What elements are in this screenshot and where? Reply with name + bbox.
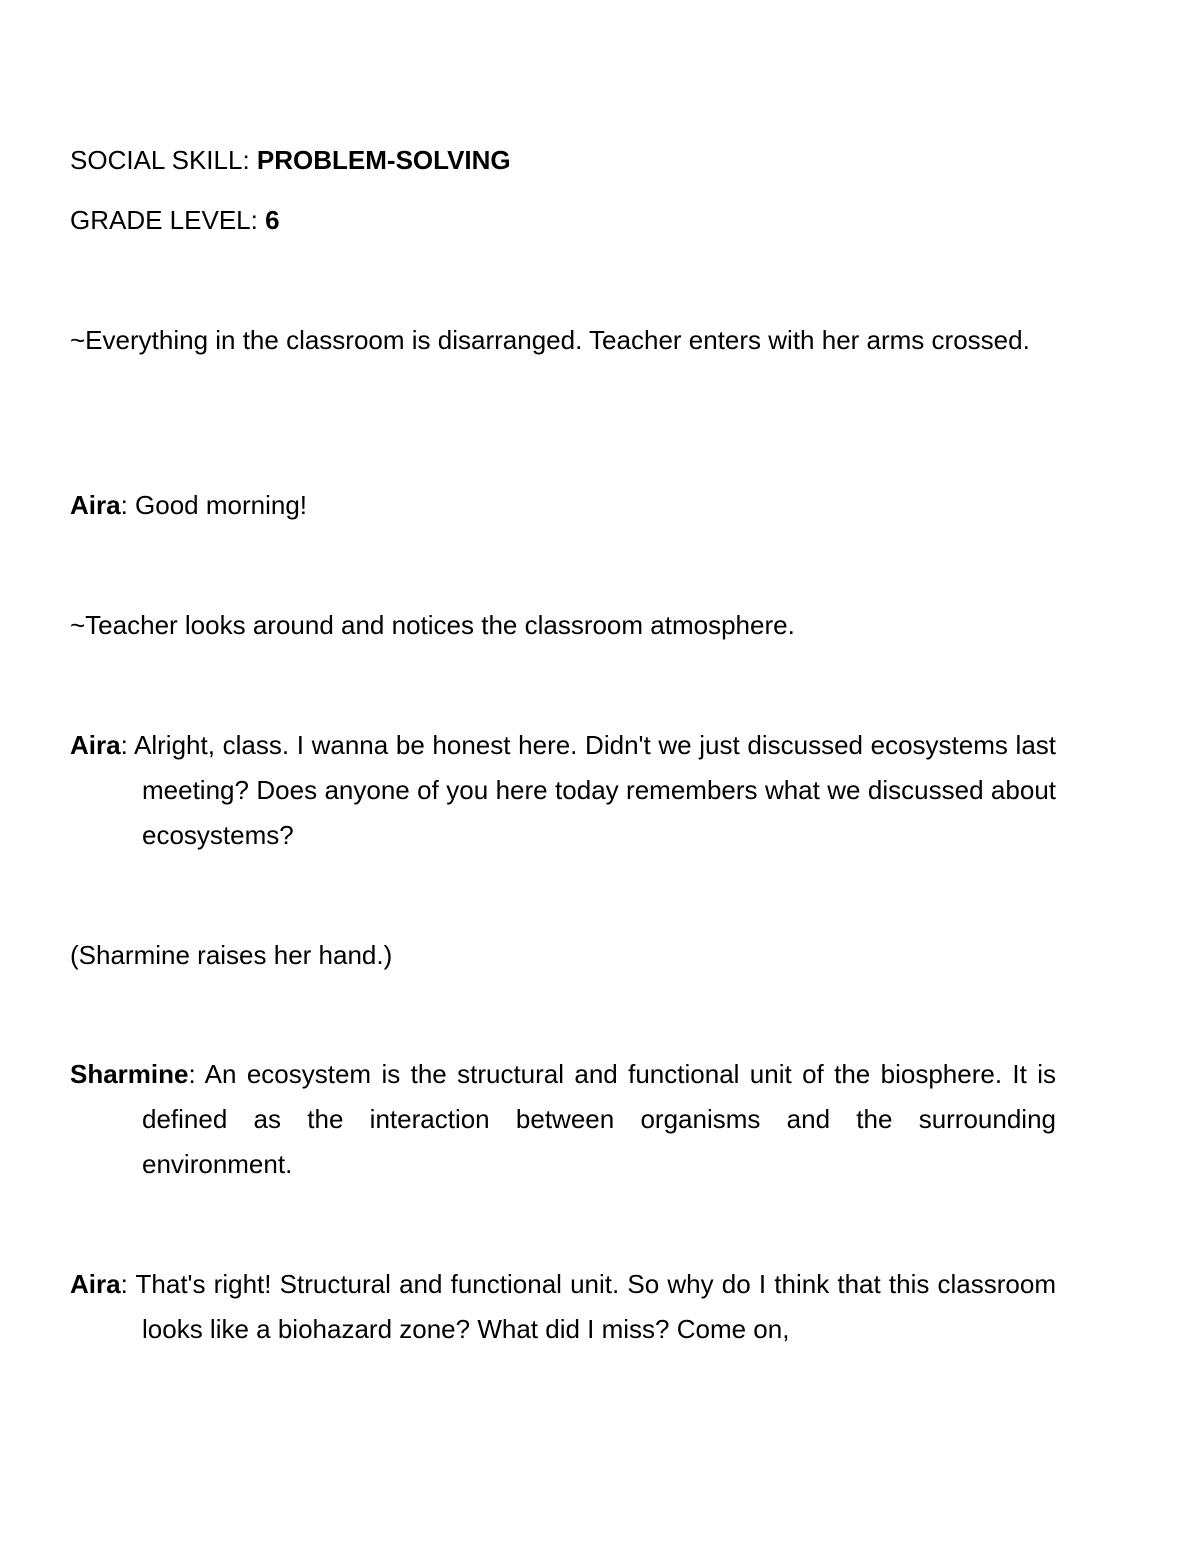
dialogue-text: That's right! Structural and functional unit. So why do I think that this classroom looks like a biohazard zone? What did I miss? Come on, bbox=[135, 1269, 1057, 1344]
speaker-separator: : bbox=[120, 1269, 136, 1299]
dialogue-line-3 bbox=[70, 1052, 1056, 1187]
speaker-name: Sharmine bbox=[70, 1059, 189, 1089]
dialogue-line-1 bbox=[70, 483, 1056, 528]
dialogue-line-4 bbox=[70, 1262, 1056, 1352]
social-skill-value: PROBLEM-SOLVING bbox=[256, 145, 511, 175]
dialogue-text: Good morning! bbox=[135, 490, 308, 520]
speaker-name: Aira bbox=[70, 730, 121, 760]
dialogue-text: An ecosystem is the structural and functional unit of the biosphere. It is defined as the interaction between organisms and the surrounding environment. bbox=[142, 1059, 1056, 1179]
speaker-separator: : bbox=[120, 490, 136, 520]
speaker-name: Aira bbox=[70, 490, 121, 520]
speaker-separator: : bbox=[188, 1059, 205, 1089]
dialogue-text: Alright, class. I wanna be honest here. Didn't we just discussed ecosystems last meeting? Does anyone of you here today remembers what we discussed about ecosystems? bbox=[134, 730, 1057, 850]
stage-direction-3: (Sharmine raises her hand.) bbox=[70, 940, 393, 970]
grade-level-label: GRADE LEVEL: bbox=[70, 205, 266, 235]
grade-level-value: 6 bbox=[265, 205, 280, 235]
grade-level-line bbox=[70, 198, 1056, 243]
stage-direction-2: ~Teacher looks around and notices the classroom atmosphere. bbox=[70, 610, 795, 640]
social-skill-line bbox=[70, 138, 1056, 183]
dialogue-line-2 bbox=[70, 723, 1056, 858]
speaker-separator: : bbox=[120, 730, 135, 760]
stage-direction-1: ~Everything in the classroom is disarranged. Teacher enters with her arms crossed. bbox=[70, 325, 1030, 355]
speaker-name: Aira bbox=[70, 1269, 121, 1299]
social-skill-label: SOCIAL SKILL: bbox=[70, 145, 257, 175]
